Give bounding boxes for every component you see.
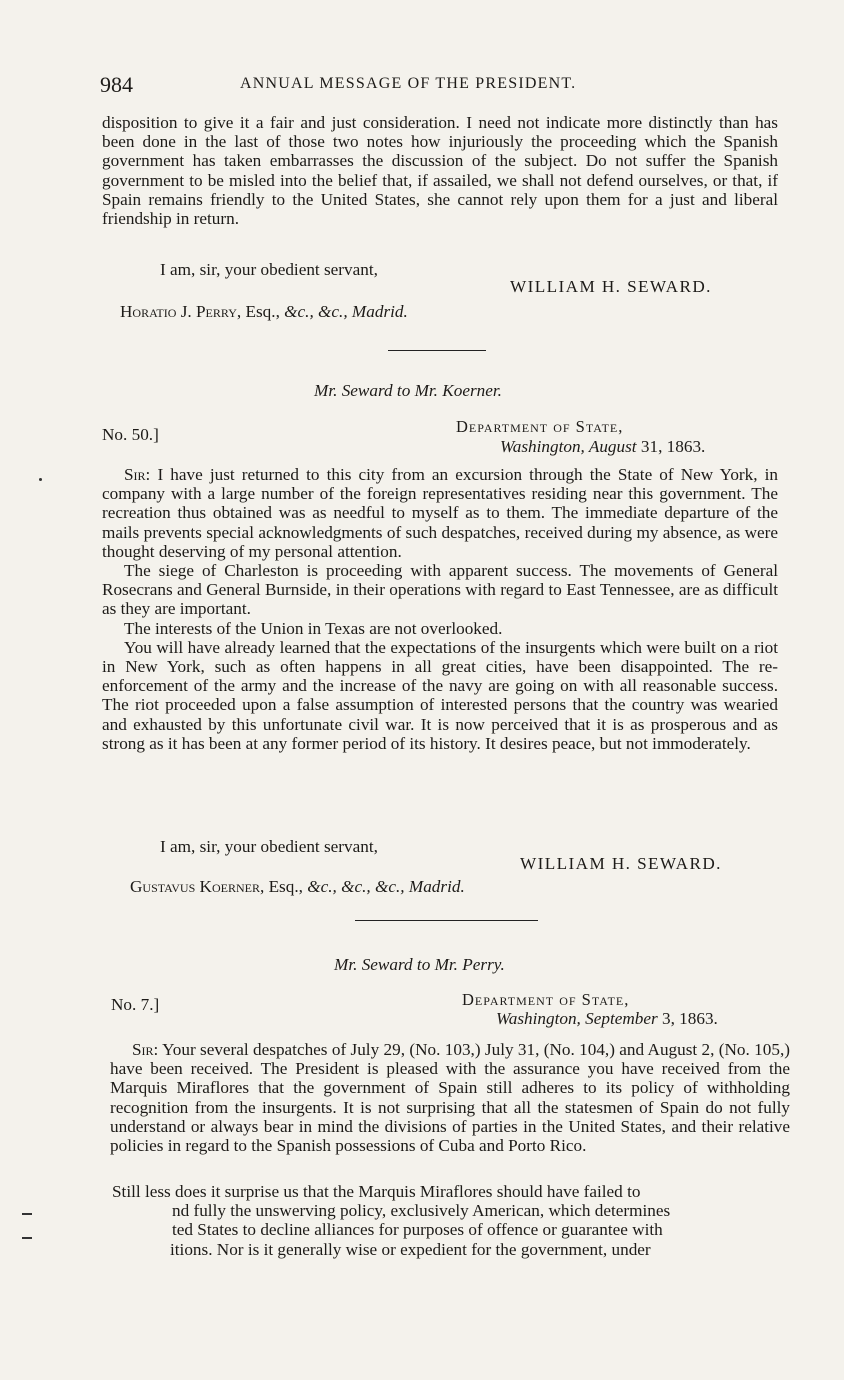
addressee-2 xyxy=(130,877,465,897)
addressee-place-2: &c., &c., &c., Madrid. xyxy=(307,877,465,896)
salutation-perry: Sir: xyxy=(132,1040,159,1059)
date-place-perry: Washington, September xyxy=(496,1009,658,1028)
paragraph xyxy=(110,1040,790,1155)
damaged-line-3: ted States to decline alliances for purposes of offence or guarantee with xyxy=(172,1220,663,1239)
addressee-esq-2: Esq., xyxy=(268,877,303,896)
addressee-name-1: Horatio J. Perry, xyxy=(120,302,242,321)
letter-body-perry xyxy=(110,1040,790,1155)
paragraph: You will have already learned that the expectations of the insurgents which were built on a riot in New York, such as often happens in all great cities, have been disappointed. The re-enforcement of the army and the increase of the navy are going on with all reasonable success. The riot proceeded upon a false assumption of interested persons that the country was wearied and exhausted by this unfortunate civil war. It is now perceived that it is as prosperous and as strong as it has been at any former period of its history. It desires peace, but not immoderately. xyxy=(102,637,778,753)
date-rest-koerner: 31, 1863. xyxy=(640,437,706,456)
scan-speck xyxy=(22,1237,32,1239)
paragraph: The siege of Charleston is proceeding with apparent success. The movements of General Rosecrans and General Burnside, in their operations with regard to East Tennessee, are as difficult as they are important. xyxy=(102,561,778,619)
dateline-perry xyxy=(496,1009,718,1029)
letter-body-koerner xyxy=(102,465,778,753)
addressee-esq-1: Esq., xyxy=(245,302,280,321)
letter-number-koerner: No. 50.] xyxy=(102,425,159,444)
letter-continuation xyxy=(102,113,778,228)
damaged-line-2: nd fully the unswerving policy, exclusively American, which determines xyxy=(172,1201,671,1220)
date-place-koerner: Washington, August xyxy=(500,437,637,456)
running-title: ANNUAL MESSAGE OF THE PRESIDENT. xyxy=(240,75,577,92)
paragraph xyxy=(102,465,778,561)
continuation-paragraph: disposition to give it a fair and just consideration. I need not indicate more distinctly than has been done in the last of those two notes how injuriously the proceeding which the Spanish government has taken embarrasses the discussion of the subject. Do not suffer the Spanish government to be misled into the belief that, if assailed, we shall not defend ourselves, or that, if Spain remains friendly to the United States, she cannot rely upon them for a just and liberal friendship in return. xyxy=(102,113,778,229)
paragraph-text: Your several despatches of July 29, (No. 103,) July 31, (No. 104,) and August 2, (No. 105,) have been received. The President is pleased with the assurance you have received from the Marquis Miraflores that the government of Spain still adheres to its policy of withholding recognition from the insurgents. It is not surprising that all the statesmen of Spain do not fully understand or always bear in mind the divisions of parties in the United States, and their relative policies in regard to the Spanish possessions of Cuba and Porto Rico. xyxy=(110,1040,790,1156)
paragraph-text: I have just returned to this city from an excursion through the State of New York, in company with a large number of the foreign representatives residing near this government. The recreation thus obtained was as needful to myself as to them. The immediate departure of the mails prevents special acknowledgments of such despatches, received during my absence, as were thought deserving of my personal attention. xyxy=(102,465,779,561)
signature-2: WILLIAM H. SEWARD. xyxy=(520,854,722,873)
damaged-line-1: Still less does it surprise us that the Marquis Miraflores should have failed to xyxy=(112,1182,641,1201)
closing-1: I am, sir, your obedient servant, xyxy=(160,260,378,279)
dateline-koerner xyxy=(500,437,705,457)
page-header xyxy=(100,72,780,98)
department-heading-koerner: Department of State, xyxy=(456,417,624,436)
addressee-name-2: Gustavus Koerner, xyxy=(130,877,265,896)
section-divider-2 xyxy=(355,920,538,921)
section-divider-1 xyxy=(388,350,486,351)
department-heading-perry: Department of State, xyxy=(462,990,630,1009)
paragraph: The interests of the Union in Texas are not overlooked. xyxy=(124,618,503,638)
signature-1: WILLIAM H. SEWARD. xyxy=(510,277,712,296)
letter-number-perry: No. 7.] xyxy=(111,995,160,1014)
addressee-place-1: &c., &c., Madrid. xyxy=(284,302,408,321)
letter-title-perry: Mr. Seward to Mr. Perry. xyxy=(334,955,505,974)
date-rest-perry: 3, 1863. xyxy=(661,1009,718,1028)
letter-title-koerner: Mr. Seward to Mr. Koerner. xyxy=(314,381,502,400)
closing-2: I am, sir, your obedient servant, xyxy=(160,837,378,856)
page-number: 984 xyxy=(100,72,133,97)
salutation-koerner: Sir: xyxy=(124,465,151,484)
scan-speck xyxy=(22,1213,32,1215)
addressee-1 xyxy=(120,302,408,322)
damaged-line-4: itions. Nor is it generally wise or expedient for the government, under xyxy=(170,1240,651,1259)
scan-speck xyxy=(39,478,42,481)
